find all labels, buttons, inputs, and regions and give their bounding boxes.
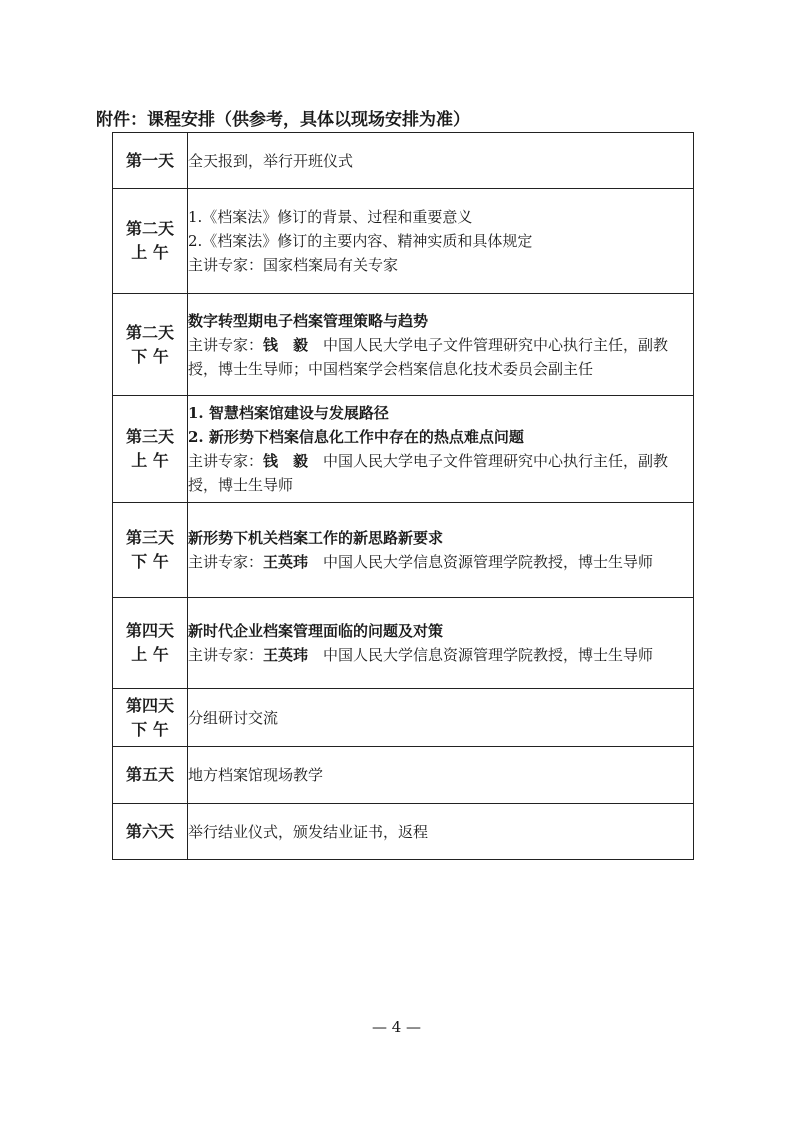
day-label: 第一天 [125,150,174,170]
day-cell [113,189,188,294]
speaker-label: 主讲专家： [188,553,264,571]
speaker-label: 主讲专家： [188,452,264,470]
speaker-desc: 中国人民大学电子文件管理研究中心执行主任，副教授，博士生导师；中国档案学会档案信息化技术委员会副主任 [188,335,669,378]
schedule-table [112,132,694,860]
activity-text: 全天报到，举行开班仪式 [188,151,354,170]
day-cell [113,133,188,189]
speaker-line [188,336,668,378]
period-label: 下 午 [131,346,169,366]
speaker-line [188,452,668,494]
content-cell [188,747,694,804]
content-cell [188,804,694,860]
speaker-label: 主讲专家： [188,335,264,354]
activity-text: 2.《档案法》修订的主要内容、精神实质和具体规定 [188,232,533,250]
table-row [113,396,694,503]
content-cell [188,133,694,189]
table-row [113,747,694,804]
topic-text: 新时代企业档案管理面临的问题及对策 [188,622,444,640]
table-row [113,804,694,860]
day-cell [113,804,188,860]
table-row [113,689,694,747]
day-label: 第二天 [125,322,174,342]
day-label: 第五天 [125,765,174,784]
speaker-line [188,646,653,664]
topic-text: 2. 新形势下档案信息化工作中存在的热点难点问题 [188,428,524,446]
speaker-name: 钱 毅 [263,335,309,354]
content-cell [188,189,694,294]
day-label: 第二天 [125,219,174,238]
day-label: 第三天 [125,528,174,547]
day-cell [113,503,188,598]
speaker-name: 王英玮 [263,646,309,664]
speaker-label: 主讲专家： [188,646,264,664]
period-label: 上 午 [131,451,169,470]
speaker-name: 王英玮 [263,553,309,571]
period-label: 上 午 [131,243,169,262]
activity-text: 举行结业仪式，颁发结业证书，返程 [188,822,429,841]
day-label: 第四天 [125,695,174,715]
day-label: 第六天 [125,821,174,841]
activity-text: 分组研讨交流 [188,708,279,727]
content-cell [188,689,694,747]
day-cell [113,294,188,396]
period-label: 下 午 [131,719,169,739]
table-row [113,503,694,598]
table-row [113,598,694,689]
period-label: 上 午 [131,645,169,664]
speaker-line [188,553,653,571]
content-cell [188,598,694,689]
topic-text: 数字转型期电子档案管理策略与趋势 [188,311,429,330]
content-cell [188,396,694,503]
table-row [113,133,694,189]
day-cell [113,396,188,503]
day-cell [113,747,188,804]
speaker-line: 主讲专家：国家档案局有关专家 [188,256,399,274]
content-cell [188,503,694,598]
speaker-name: 钱 毅 [263,452,309,470]
table-row [113,189,694,294]
page-number: — 4 — [371,1018,422,1036]
speaker-desc: 中国人民大学信息资源管理学院教授，博士生导师 [323,646,654,664]
content-cell [188,294,694,396]
day-cell [113,689,188,747]
page-title: 附件：课程安排（供参考，具体以现场安排为准） [96,110,470,130]
topic-text: 新形势下机关档案工作的新思路新要求 [188,529,444,547]
day-cell [113,598,188,689]
table-row [113,294,694,396]
speaker-desc: 中国人民大学信息资源管理学院教授，博士生导师 [323,553,654,571]
period-label: 下 午 [131,552,169,571]
topic-text: 1. 智慧档案馆建设与发展路径 [188,404,389,422]
day-label: 第三天 [125,427,174,446]
activity-text: 地方档案馆现场教学 [188,766,324,784]
activity-text: 1.《档案法》修订的背景、过程和重要意义 [188,208,473,226]
day-label: 第四天 [125,621,174,640]
speaker-desc: 中国人民大学电子文件管理研究中心执行主任，副教授，博士生导师 [188,452,669,494]
